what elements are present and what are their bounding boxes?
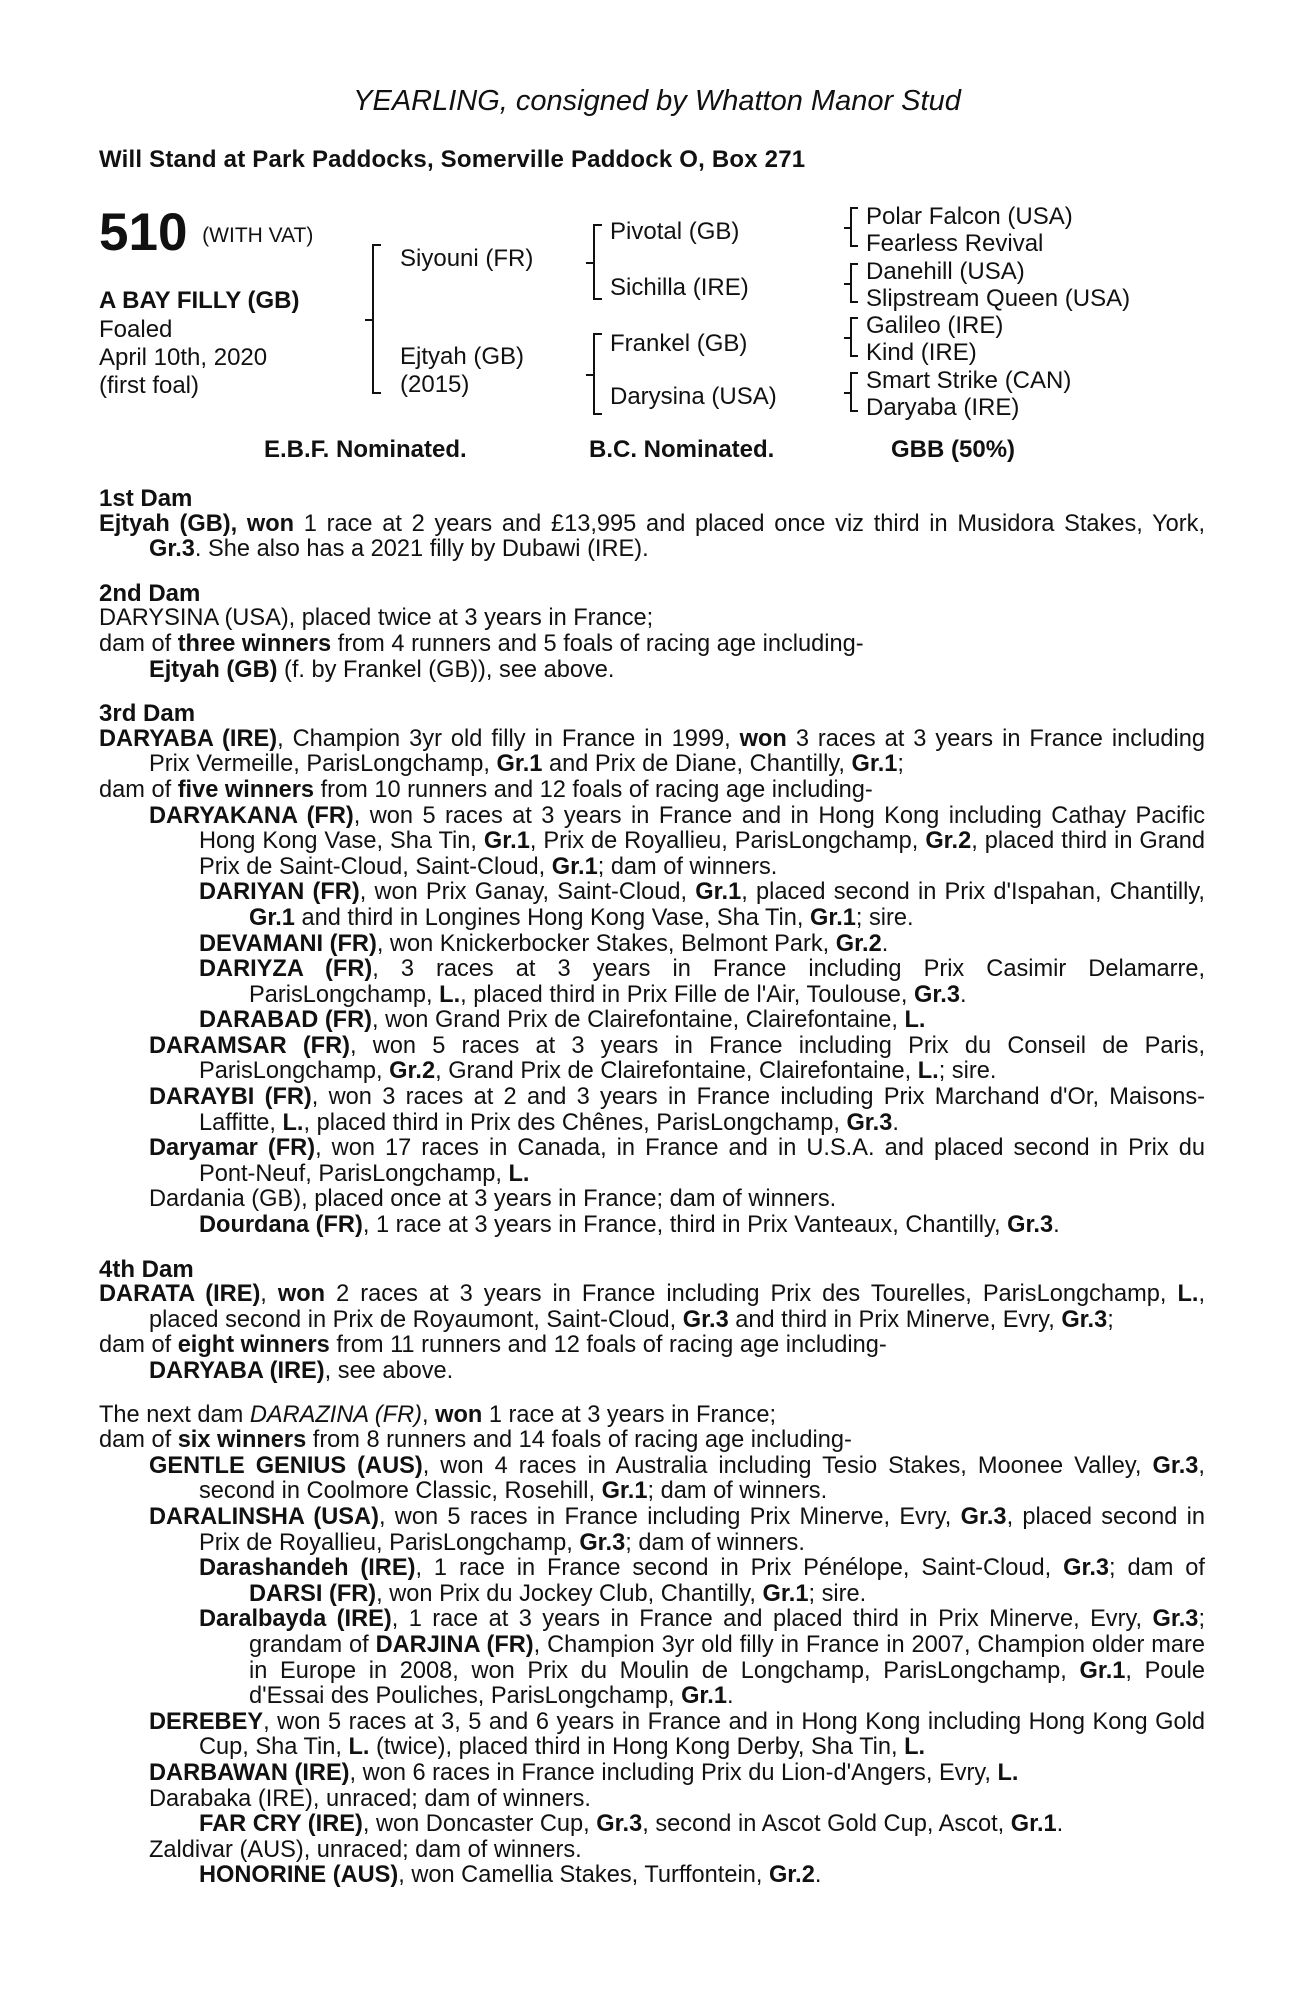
grade: Gr.1 <box>1079 1657 1126 1684</box>
text: and third in Longines Hong Kong Vase, Sha Tin, <box>294 904 810 931</box>
text: ; sire. <box>938 1058 997 1085</box>
winners-count: eight winners <box>177 1332 330 1359</box>
winners-count: three winners <box>177 630 332 657</box>
horse-name: Ejtyah (GB), won <box>99 510 295 537</box>
horse-name: DARAMSAR (FR) <box>149 1032 350 1059</box>
horse-name: DARAYBI (FR) <box>149 1084 312 1111</box>
pedigree-sire-dam: Sichilla (IRE) <box>610 274 749 301</box>
text: , won 5 races in France including Prix Minerve, Evry, <box>378 1503 961 1530</box>
text: The next dam <box>99 1401 250 1428</box>
fourth-dam-produce-line <box>99 1333 1205 1359</box>
second-dam-line: DARYSINA (USA), placed twice at 3 years in France; <box>99 605 654 632</box>
grade: Gr.2 <box>768 1862 815 1889</box>
pedigree-brace-g4 <box>850 372 858 412</box>
text: from 10 runners and 12 foals of racing age including- <box>314 776 873 803</box>
produce-entry <box>99 1863 1205 1889</box>
grade: Gr.1 <box>1010 1811 1057 1838</box>
text: , 1 race in France second in Prix Pénélope, Saint-Cloud, <box>415 1555 1064 1582</box>
pedigree-g3: Danehill (USA) <box>866 258 1025 285</box>
section-heading-2nd-dam: 2nd Dam <box>99 579 201 607</box>
text: 2 races at 3 years in France including Prix des Tourelles, ParisLongchamp, <box>325 1281 1178 1308</box>
text: , won 3 races at 2 and 3 years in France including Prix Marchand d'Or, Maisons-Laffitte, <box>199 1084 1205 1136</box>
stable-location: Will Stand at Park Paddocks, Somerville Paddock O, Box 271 <box>99 146 806 173</box>
grade: Gr.3 <box>1061 1306 1108 1333</box>
text: ; sire. <box>808 1580 867 1607</box>
produce-entry <box>99 880 1205 931</box>
text: , see above. <box>324 1358 454 1384</box>
text: , placed third in Prix des Chênes, ParisLongchamp, <box>303 1109 847 1136</box>
text: , won 6 races in France including Prix du Lion-d'Angers, Evry, <box>349 1759 998 1786</box>
text: , <box>260 1281 278 1308</box>
text: , won Doncaster Cup, <box>362 1811 597 1838</box>
grade: L. <box>282 1109 304 1136</box>
text: , won 5 races at 3 years in France including Prix du Conseil de Paris, ParisLongchamp, <box>199 1032 1205 1085</box>
pedigree-brace-g2 <box>850 263 858 303</box>
pedigree-g4: Slipstream Queen (USA) <box>866 285 1131 312</box>
foaled-label: Foaled <box>99 316 173 343</box>
text: 1 race at 3 years in France; <box>482 1401 777 1428</box>
text: , won Grand Prix de Clairefontaine, Clairefontaine, <box>372 1007 905 1034</box>
text: and Prix de Diane, Chantilly, <box>542 751 852 778</box>
grade: Gr.2 <box>835 930 882 957</box>
winners-count: five winners <box>177 776 315 803</box>
text: . <box>726 1683 734 1710</box>
pedigree-g8: Daryaba (IRE) <box>866 394 1020 421</box>
text: , Prix de Royallieu, ParisLongchamp, <box>529 828 926 855</box>
text: , second in Ascot Gold Cup, Ascot, <box>642 1811 1011 1838</box>
produce-entry <box>99 1008 1205 1034</box>
text: ; sire. <box>855 904 914 931</box>
pedigree-brace-main <box>372 244 381 394</box>
grade: Gr.3 <box>1007 1212 1054 1239</box>
text: . <box>959 981 967 1008</box>
race-text: . She also has a 2021 filly by Dubawi (IRE). <box>194 536 649 563</box>
produce-entry <box>99 932 1205 958</box>
text: , won Knickerbocker Stakes, Belmont Park, <box>376 930 836 957</box>
text: , Champion 3yr old filly in France in 2007, Champion older mare in Europe in 2008, won Prix du Moulin de Longchamp, ParisLongchamp, <box>249 1631 1205 1684</box>
pedigree-g7: Smart Strike (CAN) <box>866 367 1072 394</box>
grade: Gr.1 <box>249 904 295 931</box>
horse-name: DARABAD (FR) <box>199 1007 372 1034</box>
produce-entry <box>99 1136 1205 1187</box>
text: from 4 runners and 5 foals of racing age including- <box>331 630 864 657</box>
text: , won 5 races at 3, 5 and 6 years in France and in Hong Kong including Hong Kong Gold Cup, Sha Tin, <box>199 1708 1205 1761</box>
foaled-date: April 10th, 2020 <box>99 344 268 371</box>
grade: Gr.3 <box>149 536 195 563</box>
text: ; dam of <box>1109 1555 1205 1582</box>
grade: L. <box>997 1759 1019 1786</box>
grade: Gr.3 <box>914 981 960 1008</box>
horse-name: Ejtyah (GB) <box>149 656 278 683</box>
text: dam of <box>99 776 178 803</box>
produce-entry: Dardania (GB), placed once at 3 years in France; dam of winners. <box>149 1186 837 1213</box>
grade: Gr.2 <box>925 828 972 855</box>
text: , won 5 races at 3 years in France and in Hong Kong including Cathay Pacific Hong Kong Vase, Sha Tin, <box>199 802 1205 855</box>
text: ; <box>897 751 904 778</box>
pedigree-g2: Fearless Revival <box>866 230 1044 257</box>
second-dam-foal <box>99 658 1205 684</box>
text: dam of <box>99 630 178 657</box>
text: , placed second in Prix d'Ispahan, Chantilly, <box>741 879 1205 906</box>
winners-count: six winners <box>177 1427 307 1454</box>
grade: Gr.3 <box>960 1503 1007 1530</box>
won: won <box>435 1401 483 1428</box>
text: . <box>1056 1811 1064 1838</box>
grade: Gr.1 <box>681 1683 727 1710</box>
lot-number-value: 510 <box>99 203 188 262</box>
text: , placed second in Prix de Royaumont, Saint-Cloud, <box>149 1281 1205 1333</box>
grade: Gr.1 <box>551 853 598 880</box>
horse-name: Daryamar (FR) <box>149 1135 316 1162</box>
text: , Poule d'Essai des Pouliches, ParisLongchamp, <box>249 1657 1205 1710</box>
text: , placed third in Grand Prix de Saint-Cloud, Saint-Cloud, <box>199 828 1206 880</box>
third-dam-produce-line <box>99 778 1205 804</box>
catalogue-body <box>99 486 1205 1889</box>
grade: Gr.1 <box>762 1580 809 1607</box>
lot-name: A BAY FILLY (GB) <box>99 287 300 314</box>
horse-name: DARALINSHA (USA) <box>149 1503 379 1530</box>
text: , won 4 races in Australia including Tesio Stakes, Moonee Valley, <box>422 1452 1153 1479</box>
lot-number <box>99 205 313 264</box>
horse-name: Daralbayda (IRE) <box>199 1606 392 1633</box>
text: , second in Coolmore Classic, Rosehill, <box>199 1452 1205 1505</box>
produce-entry: Zaldivar (AUS), unraced; dam of winners. <box>149 1836 582 1863</box>
pedigree-g6: Kind (IRE) <box>866 339 977 366</box>
text: ; grandam of <box>249 1606 1205 1658</box>
grade: Gr.3 <box>596 1811 643 1838</box>
won: won <box>739 725 787 752</box>
catalogue-title: YEARLING, consigned by Whatton Manor Stud <box>353 85 961 117</box>
horse-name: DARSI (FR) <box>249 1580 377 1607</box>
grade: L. <box>904 1734 926 1761</box>
section-heading-4th-dam: 4th Dam <box>99 1255 194 1283</box>
grade: Gr.1 <box>496 751 543 778</box>
second-dam-produce-line <box>99 632 1205 658</box>
text: , 1 race at 3 years in France and placed third in Prix Minerve, Evry, <box>391 1606 1153 1633</box>
horse-name: HONORINE (AUS) <box>199 1862 399 1889</box>
grade: L. <box>439 981 461 1008</box>
horse-name: DARJINA (FR) <box>375 1631 534 1658</box>
text: , 3 races at 3 years in France including Prix Casimir Delamarre, ParisLongchamp, <box>249 956 1206 1008</box>
text: (f. by Frankel (GB)), see above. <box>277 656 615 683</box>
text: , Champion 3yr old filly in France in 1999, <box>277 725 740 752</box>
horse-name: DARIYZA (FR) <box>199 956 373 983</box>
produce-entry: Darabaka (IRE), unraced; dam of winners. <box>149 1785 591 1812</box>
pedigree-brace-dam <box>593 333 602 415</box>
section-heading-3rd-dam: 3rd Dam <box>99 700 196 728</box>
text: from 11 runners and 12 foals of racing age including- <box>329 1332 887 1359</box>
text: dam of <box>99 1427 178 1454</box>
grade: Gr.3 <box>846 1109 893 1136</box>
text: dam of <box>99 1332 178 1359</box>
produce-entry <box>99 1359 1205 1385</box>
horse-name: DARBAWAN (IRE) <box>149 1759 350 1786</box>
text: , won Prix Ganay, Saint-Cloud, <box>359 879 696 906</box>
text: ; dam of winners. <box>625 1529 805 1556</box>
third-dam-entry <box>99 727 1205 778</box>
text: 3 races at 3 years in France including Prix Vermeille, ParisLongchamp, <box>149 725 1205 778</box>
next-dam-produce-line <box>99 1428 1205 1454</box>
grade: Gr.3 <box>682 1306 729 1333</box>
pedigree-sire: Siyouni (FR) <box>400 245 534 272</box>
text: . <box>1053 1212 1060 1239</box>
text: , placed third in Prix Fille de l'Air, Toulouse, <box>460 981 915 1008</box>
pedigree-brace-g1 <box>850 207 858 247</box>
grade: Gr.1 <box>601 1478 648 1505</box>
grade: Gr.3 <box>1152 1606 1199 1633</box>
horse-name: DARATA (IRE) <box>99 1281 261 1308</box>
horse-name: DARAZINA (FR) <box>249 1401 422 1428</box>
section-heading-1st-dam: 1st Dam <box>99 485 193 512</box>
produce-entry <box>99 1213 1205 1239</box>
produce-entry <box>99 1812 1205 1838</box>
text: , placed second in Prix de Royallieu, ParisLongchamp, <box>199 1503 1205 1556</box>
first-dam-entry <box>99 512 1205 563</box>
pedigree-dam-sire: Frankel (GB) <box>610 330 748 357</box>
horse-name: DARYABA (IRE) <box>149 1358 325 1384</box>
horse-name: DARYAKANA (FR) <box>149 802 354 829</box>
grade: Gr.1 <box>809 904 856 931</box>
grade: Gr.1 <box>483 828 530 855</box>
horse-name: FAR CRY (IRE) <box>199 1811 363 1838</box>
pedigree-g5: Galileo (IRE) <box>866 312 1004 339</box>
horse-name: DARYABA (IRE) <box>99 725 278 752</box>
bc-nomination: B.C. Nominated. <box>589 436 775 463</box>
produce-entry <box>99 804 1205 881</box>
foal-note: (first foal) <box>99 372 200 399</box>
text: , 1 race at 3 years in France, third in Prix Vanteaux, Chantilly, <box>362 1212 1008 1239</box>
grade: L. <box>904 1007 926 1034</box>
text: , won Prix du Jockey Club, Chantilly, <box>376 1580 763 1607</box>
pedigree-dam: Ejtyah (GB) <box>400 343 525 370</box>
grade: Gr.3 <box>1063 1555 1110 1582</box>
text: , won Camellia Stakes, Turffontein, <box>398 1862 769 1889</box>
text: ; dam of winners. <box>647 1478 828 1505</box>
grade: Gr.1 <box>851 751 898 778</box>
pedigree-dam-year: (2015) <box>400 371 470 398</box>
pedigree-sire-sire: Pivotal (GB) <box>610 218 740 245</box>
horse-name: Dourdana (FR) <box>199 1212 363 1239</box>
pedigree-brace-g3 <box>850 317 858 357</box>
race-text: 1 race at 2 years and £13,995 and placed once viz third in Musidora Stakes, York, <box>294 510 1206 537</box>
grade: Gr.2 <box>389 1058 436 1085</box>
vat-note: (WITH VAT) <box>202 224 314 247</box>
produce-entry <box>99 1454 1205 1505</box>
text: ; <box>1107 1306 1114 1333</box>
pedigree-dam-dam: Darysina (USA) <box>610 383 777 410</box>
produce-entry <box>99 1034 1205 1085</box>
text: from 8 runners and 14 foals of racing age including- <box>306 1427 852 1454</box>
horse-name: Darashandeh (IRE) <box>199 1555 416 1582</box>
grade: L. <box>508 1160 530 1187</box>
grade: L. <box>1177 1281 1199 1308</box>
text: (twice), placed third in Hong Kong Derby, Sha Tin, <box>369 1734 905 1761</box>
grade: Gr.3 <box>1152 1452 1199 1479</box>
produce-entry <box>99 957 1205 1008</box>
text: ; dam of winners. <box>597 853 778 880</box>
produce-entry <box>99 1505 1205 1556</box>
text: and third in Prix Minerve, Evry, <box>728 1306 1062 1333</box>
grade: L. <box>348 1734 370 1761</box>
horse-name: GENTLE GENIUS (AUS) <box>149 1452 423 1479</box>
horse-name: DARIYAN (FR) <box>199 879 360 906</box>
text: . <box>881 930 889 957</box>
produce-entry <box>99 1761 1205 1787</box>
produce-entry <box>99 1556 1205 1607</box>
horse-name: DEVAMANI (FR) <box>199 930 377 957</box>
text: . <box>892 1109 899 1136</box>
ebf-nomination: E.B.F. Nominated. <box>264 436 467 463</box>
pedigree-brace-sire <box>593 224 602 300</box>
produce-entry <box>99 1710 1205 1761</box>
grade: Gr.3 <box>579 1529 626 1556</box>
grade: Gr.1 <box>695 879 742 906</box>
next-dam-line <box>99 1403 1205 1429</box>
won: won <box>277 1281 326 1308</box>
text: , won 17 races in Canada, in France and in U.S.A. and placed second in Prix du Pont-Neuf, ParisLongchamp, <box>199 1135 1205 1187</box>
produce-entry <box>99 1085 1205 1136</box>
gbb-eligibility: GBB (50%) <box>891 436 1016 463</box>
text: , Grand Prix de Clairefontaine, Clairefontaine, <box>435 1058 918 1085</box>
pedigree-g1: Polar Falcon (USA) <box>866 203 1073 230</box>
grade: L. <box>917 1058 939 1085</box>
fourth-dam-entry <box>99 1282 1205 1333</box>
horse-name: DEREBEY <box>149 1708 264 1735</box>
produce-entry <box>99 1607 1205 1709</box>
text: . <box>814 1862 822 1889</box>
text: , <box>421 1401 436 1428</box>
